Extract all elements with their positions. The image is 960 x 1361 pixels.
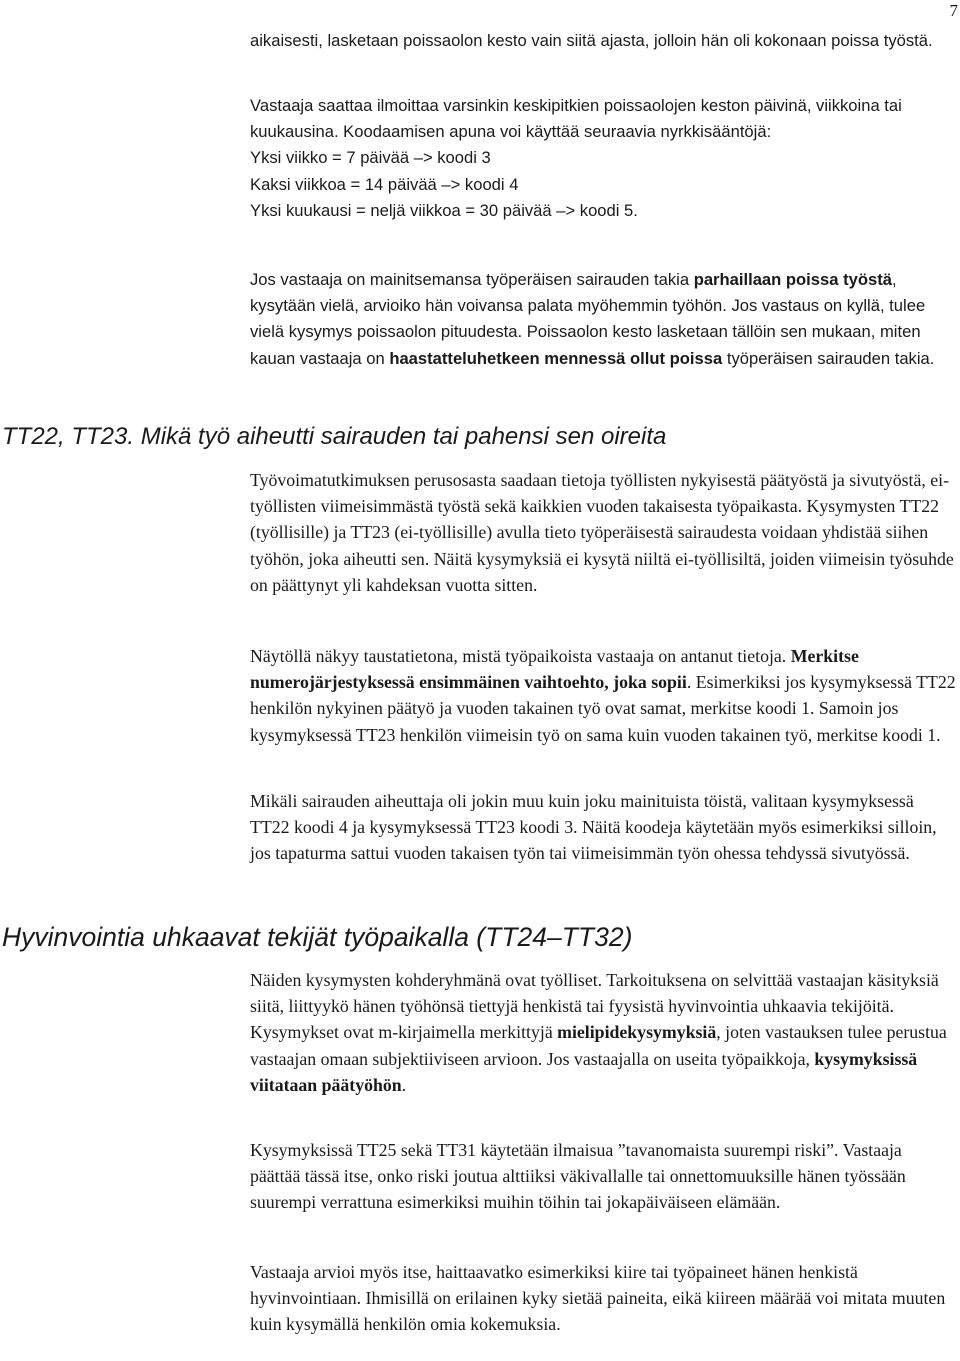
hyv-paragraph-2: Kysymyksissä TT25 sekä TT31 käytetään ilmaisua ”tavanomaista suurempi riski”. Vastaaja päättää tässä itse, onko riski joutua alttiiksi väkivallalle tai onnettomuuksille hänen työssään suurempi verrattuna esimerkiksi muihin töihin tai jokapäiväiseen elämään. bbox=[250, 1140, 906, 1213]
tt22-p2-text-a: Näytöllä näkyy taustatietona, mistä työpaikoista vastaaja on antanut tietoja. bbox=[250, 646, 791, 666]
intro-paragraph-1: aikaisesti, lasketaan poissaolon kesto vain siitä ajasta, jolloin hän oli kokonaan poissa työstä. bbox=[250, 31, 933, 50]
tt22-p1-block bbox=[250, 467, 956, 598]
tt22-p2-text-c: . Esimerkiksi jos kysymyksessä TT22 henkilön nykyinen päätyö ja vuoden takainen työ ovat samat, merkitse koodi 1. Samoin jos kysymyksessä TT23 henkilön viimeisin työ on sama kuin vuoden takainen työ, merkitse koodi 1. bbox=[250, 672, 956, 745]
rule-3: Yksi kuukausi = neljä viikkoa = 30 päivää –> koodi 5. bbox=[250, 200, 638, 220]
hyv-p2-block bbox=[250, 1137, 956, 1216]
intro-p3-bold-2: haastatteluhetkeen mennessä ollut poissa bbox=[389, 348, 723, 368]
rule-2: Kaksi viikkoa = 14 päivää –> koodi 4 bbox=[250, 174, 519, 194]
hyv-p1-text-d: . bbox=[401, 1074, 407, 1095]
hyv-p1-bold-1: mielipidekysymyksiä bbox=[557, 1022, 717, 1043]
hyv-p1-text-a: Näiden kysymysten kohderyhmänä ovat työlliset. Tarkoituksena on selvittää vastaajan käsityksiä siitä, liittyykö hänen työhönsä tiettyjä henkistä tai fyysistä hyvinvointia uhkaavia tekijöitä. Kysymykset ovat m-kirjaimella merkittyjä bbox=[250, 970, 939, 1043]
tt22-paragraph-2 bbox=[250, 643, 956, 748]
intro-p3-text-d: työperäisen sairauden takia. bbox=[722, 348, 935, 368]
hyv-paragraph-1 bbox=[250, 967, 956, 1098]
intro-paragraph-3 bbox=[250, 267, 956, 372]
intro-p1-block bbox=[250, 28, 956, 54]
intro-p3-bold-1: parhaillaan poissa työstä bbox=[693, 270, 892, 289]
tt22-paragraph-3: Mikäli sairauden aiheuttaja oli jokin muu kuin joku mainituista töistä, valitaan kysymyksessä TT22 koodi 4 ja kysymyksessä TT23 koodi 3. Näitä koodeja käytetään myös esimerkiksi silloin, jos tapaturma sattui vuoden takaisen työn tai viimeisimmän työn ohessa tehdyssä sivutyössä. bbox=[250, 791, 937, 864]
tt22-p2-bold: Merkitse numerojärjestyksessä ensimmäinen vaihtoehto, joka sopii bbox=[250, 646, 859, 693]
section-heading-tt22: TT22, TT23. Mikä työ aiheutti sairauden tai pahensi sen oireita bbox=[2, 423, 667, 450]
tt22-p2-block bbox=[250, 643, 956, 748]
hyv-p1-block bbox=[250, 967, 956, 1098]
hyv-paragraph-3: Vastaaja arvioi myös itse, haittaavatko esimerkiksi kiire tai työpaineet hänen henkistä hyvinvointiaan. Ihmisillä on erilainen kyky sietää paineita, eikä kiireen määrää voi mitata muuten kuin kysymällä henkilön omia kokemuksia. bbox=[250, 1262, 946, 1335]
hyv-p1-bold-2: kysymyksissä viitataan päätyöhön bbox=[250, 1048, 918, 1095]
tt22-p3-block bbox=[250, 788, 956, 867]
intro-p3-block bbox=[250, 267, 956, 372]
intro-p3-text-c: , kysytään vielä, arvioiko hän voivansa palata myöhemmin työhön. Jos vastaus on kyllä, tulee vielä kysymys poissaolon pituudesta. Poissaolon kesto lasketaan tällöin sen mukaan, miten kauan vastaaja on bbox=[250, 270, 926, 368]
page-number: 7 bbox=[949, 1, 958, 20]
tt22-paragraph-1: Työvoimatutkimuksen perusosasta saadaan tietoja työllisten nykyisestä päätyöstä ja sivutyöstä, ei-työllisten viimeisimmästä työstä sekä kaikkien vuoden takaisesta työpaikasta. Kysymysten TT22 (työllisille) ja TT23 (ei-työllisille) avulla tieto työperäisestä sairaudesta voidaan yhdistää siihen työhön, joka aiheutti sen. Näitä kysymyksiä ei kysytä niiltä ei-työllisiltä, joiden viimeisin työsuhde on päättynyt yli kahdeksan vuotta sitten. bbox=[250, 470, 954, 595]
intro-paragraph-2: Vastaaja saattaa ilmoittaa varsinkin keskipitkien poissaolojen keston päivinä, viikkoina tai kuukausina. Koodaamisen apuna voi käyttää seuraavia nyrkkisääntöjä: bbox=[250, 96, 902, 142]
hyv-p3-block bbox=[250, 1259, 956, 1338]
intro-p2-block bbox=[250, 93, 956, 224]
hyv-p1-text-c: , joten vastauksen tulee perustua vastaajan omaan subjektiiviseen arvioon. Jos vastaajalla on useita työpaikkoja, bbox=[250, 1022, 947, 1069]
intro-p3-text-a: Jos vastaaja on mainitsemansa työperäisen sairauden takia bbox=[250, 270, 694, 289]
section-heading-hyvinvointi: Hyvinvointia uhkaavat tekijät työpaikalla (TT24–TT32) bbox=[2, 922, 633, 952]
rule-1: Yksi viikko = 7 päivää –> koodi 3 bbox=[250, 148, 491, 168]
